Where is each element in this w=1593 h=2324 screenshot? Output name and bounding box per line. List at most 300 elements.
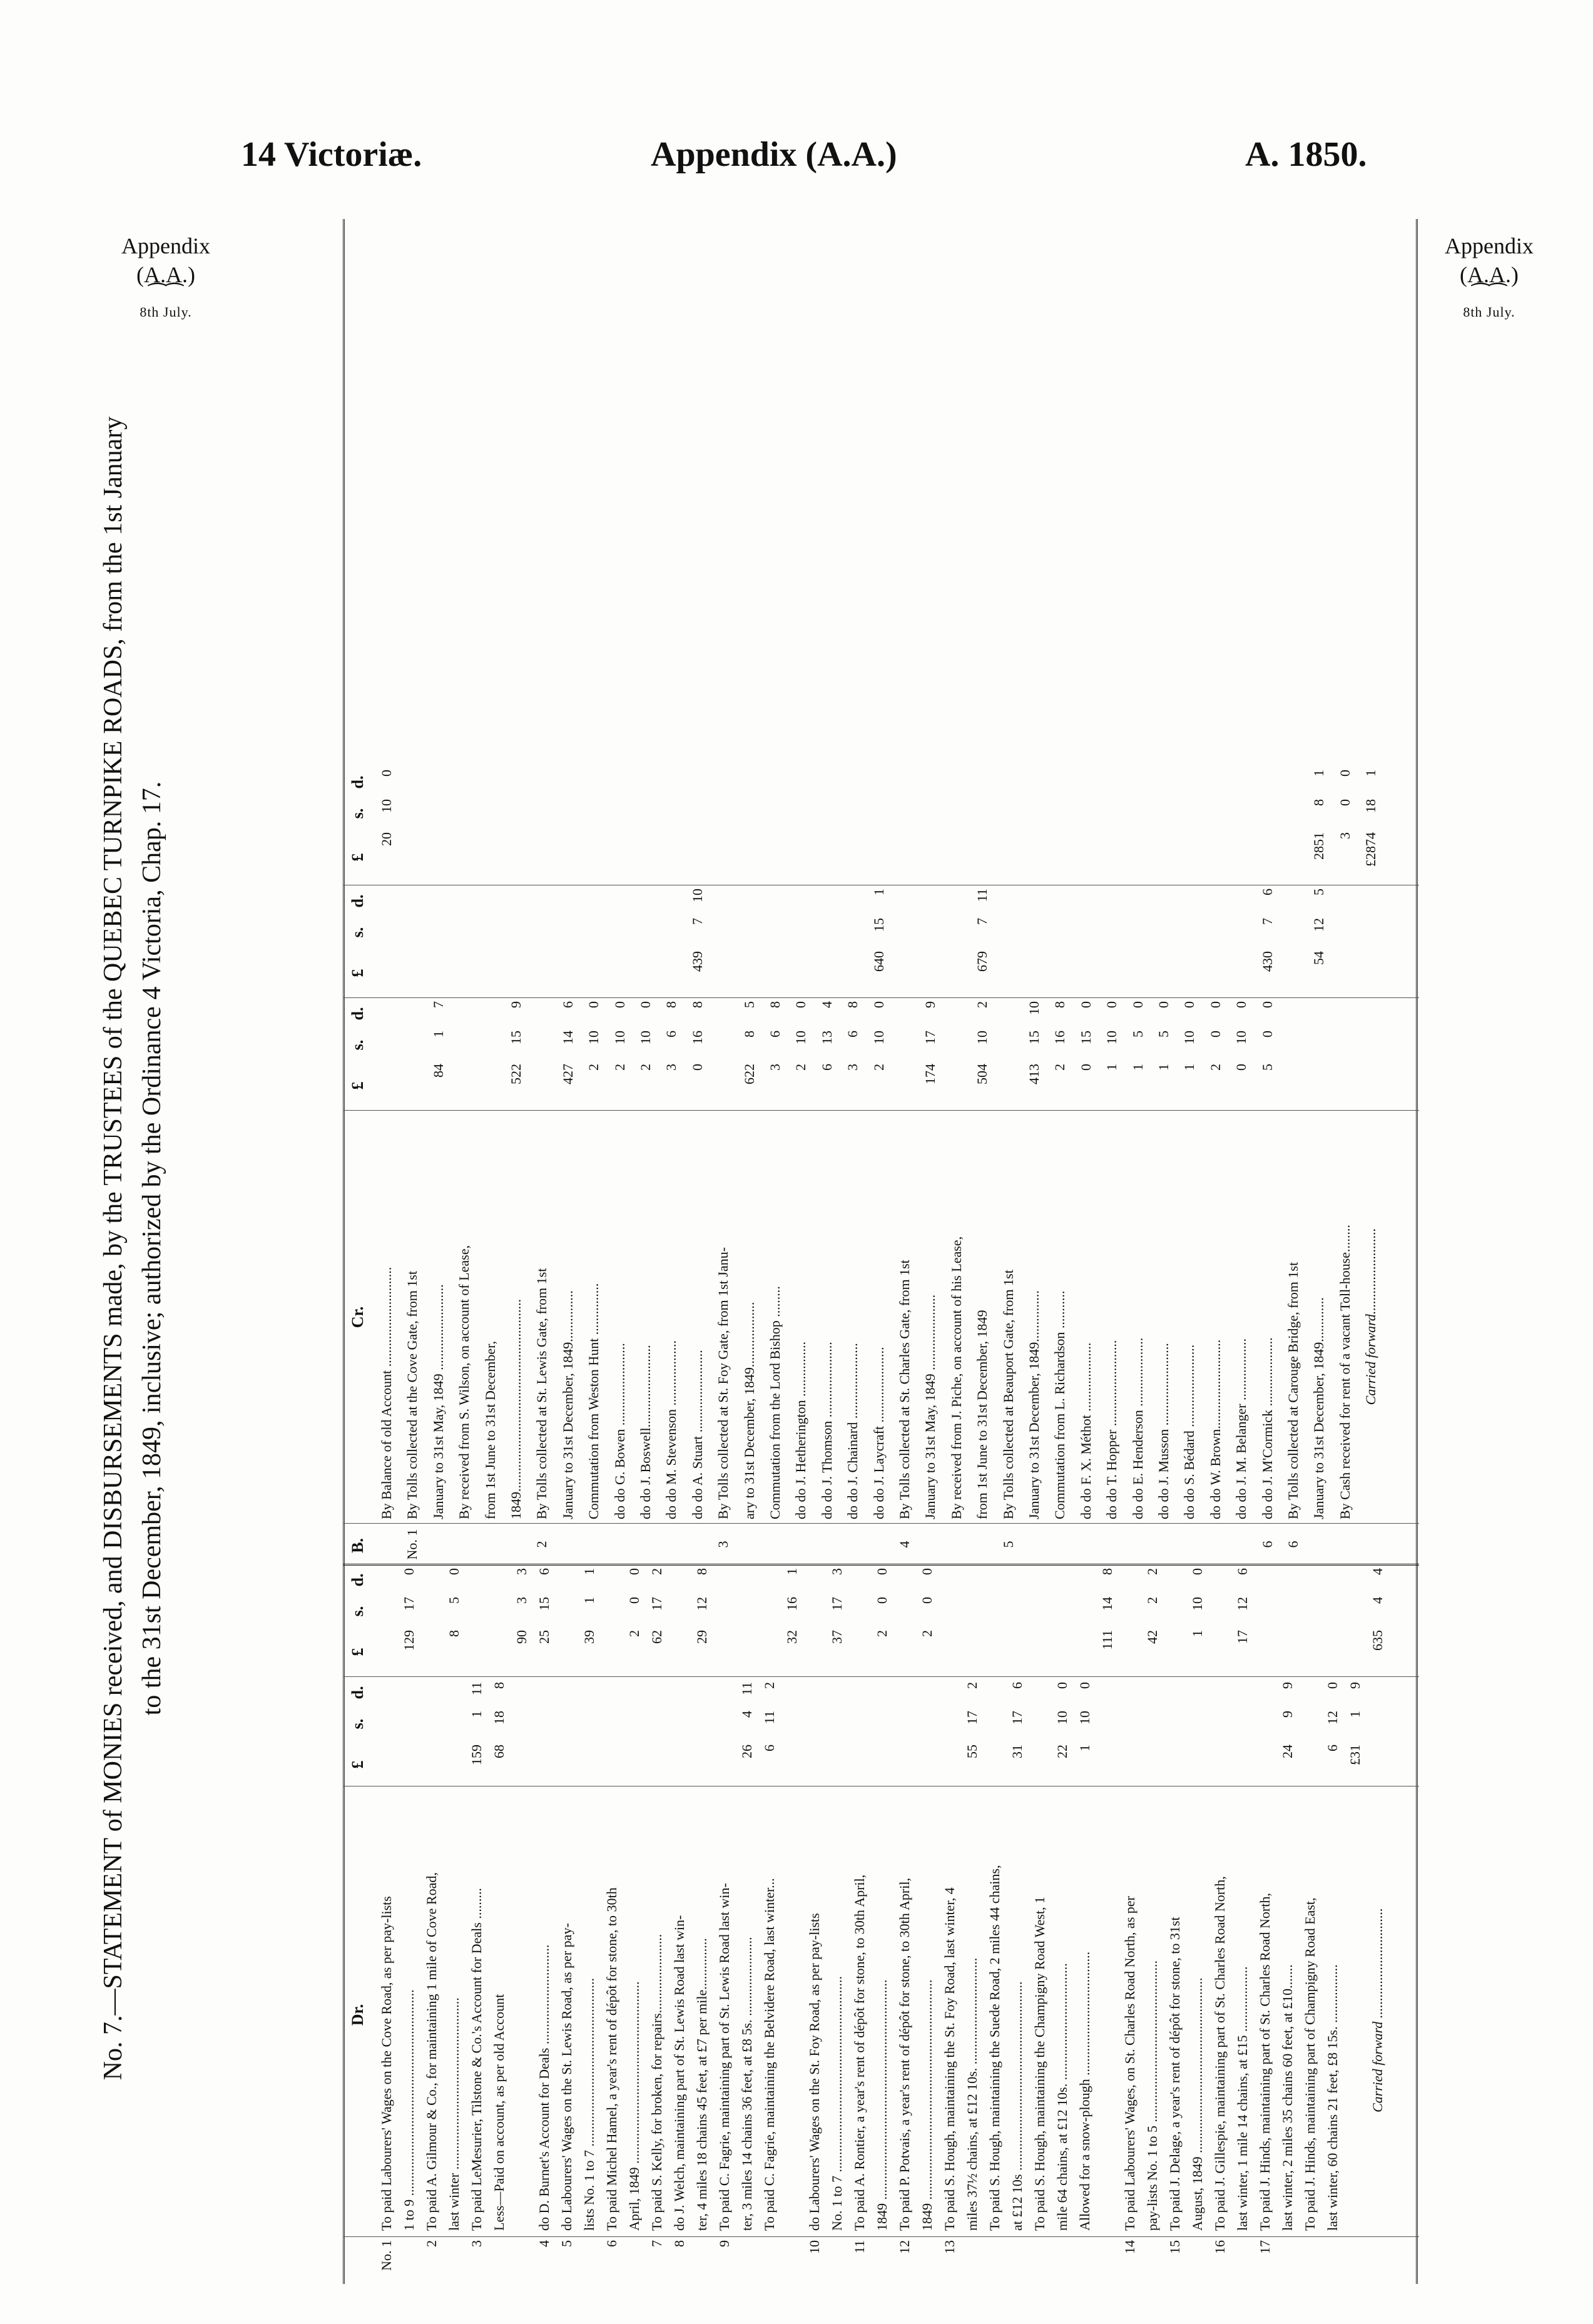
cr-sub-pence: 0 [793, 1001, 809, 1008]
cr-sub-pence: 8 [767, 1001, 783, 1008]
cr-shilling-header-a: s. [349, 1039, 367, 1051]
dr-voucher-number: 10 [807, 2240, 822, 2254]
table-top-rule [343, 219, 345, 2284]
cr-total-pence: 1 [1311, 770, 1327, 777]
dr-voucher-number: 17 [1257, 2240, 1273, 2254]
cr-sub-shillings: 8 [741, 1031, 757, 1037]
cr-row [922, 219, 939, 2284]
cr-description: do do F. X. Méthot .................... [1077, 1342, 1094, 1519]
cr-row [1181, 219, 1198, 2284]
cr-sub-shillings: 16 [689, 1031, 705, 1044]
cr-sub-shillings: 1 [430, 1031, 446, 1037]
cr-sub-pounds: 2 [611, 1064, 628, 1071]
dr-description: last winter, 2 miles 35 chains 60 feet, at £10....... [1280, 1964, 1295, 2231]
cr-sub-pounds: 2 [1207, 1064, 1223, 1071]
dr-total-shillings: 5 [446, 1597, 462, 1604]
cr-row [430, 219, 447, 2284]
dr-voucher-number: 6 [604, 2240, 619, 2247]
cr-pence-header-c: d. [349, 775, 367, 789]
cr-row [1259, 219, 1276, 2284]
dr-total-pounds: 129 [401, 1630, 417, 1651]
cr-description: By Tolls collected at the Cove Gate, from 1st [404, 1270, 420, 1519]
cr-total-pounds: 20 [379, 832, 394, 846]
cr-sub-shillings: 10 [638, 1031, 653, 1044]
cr-sub-pence: 0 [611, 1001, 628, 1008]
dr-voucher-number: 15 [1167, 2240, 1183, 2254]
cr-pound-header-b: £ [349, 969, 367, 977]
dr-shilling-header-a: s. [349, 1718, 367, 1730]
cr-sub-pence: 9 [922, 1001, 939, 1008]
cr-row [1285, 219, 1301, 2284]
dr-sub-shillings: 11 [761, 1711, 777, 1725]
dr-description: Carried forward ................................ [1370, 1908, 1385, 2112]
cr-sub-shillings: 10 [870, 1031, 887, 1044]
cr-sub-pounds: 504 [974, 1064, 990, 1084]
cr-description: ary to 31st December, 1849................... [741, 1302, 757, 1519]
cr-mid-pounds: 54 [1311, 951, 1327, 965]
dr-description: 1849 ................................................................ [919, 1979, 935, 2231]
margin-swash: ⁀⁀ [1472, 284, 1507, 307]
dr-total-shillings: 2 [1144, 1597, 1160, 1604]
cr-description: do do J. Musson ........................ [1156, 1343, 1171, 1519]
cr-row [792, 219, 809, 2284]
dr-description: To paid P. Potvais, a year's rent of dépôt for stone, to 30th April, [897, 1878, 912, 2231]
cr-row [1000, 219, 1017, 2284]
dr-sub-pence: 11 [469, 1682, 484, 1696]
cr-description: January to 31st December, 1849............... [559, 1290, 576, 1519]
cr-mid-shillings: 7 [689, 918, 705, 925]
cr-description: do do J. Laycraft ...................... [870, 1347, 887, 1519]
cr-description: January to 31st May, 1849 ......................... [430, 1284, 446, 1519]
cr-row [896, 219, 913, 2284]
cr-b-number: 2 [534, 1541, 550, 1548]
dr-description: To paid C. Fagrie, maintaining part of St. Lewis Road last win- [716, 1883, 732, 2231]
cr-row [533, 219, 550, 2284]
cr-row [663, 219, 679, 2284]
cr-description: do do J. Boswell........................ [638, 1345, 653, 1519]
cr-sub-pounds: 3 [767, 1064, 783, 1071]
cr-sub-pounds: 3 [663, 1064, 679, 1071]
dr-pound-header-a: £ [349, 1760, 367, 1769]
dr-total-pence: 0 [401, 1568, 417, 1575]
cr-sub-pence: 10 [1026, 1001, 1042, 1015]
dr-sub-pence: 9 [1347, 1682, 1363, 1689]
dr-total-pounds: 8 [446, 1630, 462, 1637]
dr-total-pounds: 37 [829, 1630, 845, 1644]
cr-sub-pence: 0 [1259, 1001, 1275, 1008]
dr-voucher-number: 14 [1122, 2240, 1137, 2254]
dr-voucher-number: No. 1 [379, 2240, 394, 2271]
cr-total-shillings: 18 [1363, 799, 1379, 813]
margin-aa-label: (A.A.) [136, 262, 195, 287]
cr-row [507, 219, 524, 2284]
cr-mid-pounds: 430 [1259, 951, 1275, 972]
dr-sub-pence: 0 [1077, 1682, 1092, 1689]
cr-mid-pence: 11 [974, 889, 990, 902]
cr-shilling-header-b: s. [349, 927, 367, 938]
cr-total-pounds: 3 [1336, 832, 1353, 839]
header-year: A. 1850. [1245, 135, 1367, 174]
dr-voucher-number: 5 [559, 2240, 574, 2247]
cr-mid-pence: 1 [870, 889, 887, 895]
dr-voucher-number: 2 [424, 2240, 439, 2247]
cr-description: Commutation from the Lord Bishop ......... [767, 1286, 783, 1519]
cr-description: By Tolls collected at St. Lewis Gate, from 1st [534, 1268, 550, 1519]
cr-sub-pounds: 1 [1156, 1064, 1171, 1071]
dr-pound-header-b: £ [349, 1648, 367, 1656]
accounts-table [343, 219, 1419, 2284]
cr-total-pence: 0 [1336, 770, 1353, 777]
cr-total-shillings: 10 [379, 799, 394, 813]
cr-sub-shillings: 15 [1077, 1031, 1094, 1044]
dr-description: To paid A. Rontier, a year's rent of dépôt for stone, to 30th April, [852, 1874, 867, 2231]
dr-total-pence: 6 [1234, 1568, 1250, 1575]
cr-description: do do J. Hetherington ................ [793, 1341, 809, 1519]
cr-description: do do J. M'Cormick .................... [1259, 1337, 1275, 1519]
dr-sub-pence: 2 [761, 1682, 777, 1689]
dr-total-pence: 0 [874, 1568, 890, 1575]
dr-description: 1849 ................................................................ [874, 1979, 890, 2231]
cr-mid-shillings: 15 [870, 918, 887, 932]
margin-appendix-label: Appendix [1445, 233, 1534, 258]
cr-description: do do G. Bowen ........................ [611, 1343, 628, 1519]
dr-sub-pence: 6 [1009, 1682, 1025, 1689]
dr-voucher-number: 8 [671, 2240, 687, 2247]
dr-description: To paid S. Hough, maintaining the Suede Road, 2 miles 44 chains, [987, 1865, 1002, 2231]
dr-voucher-number: 12 [897, 2240, 912, 2254]
cr-sub-pence: 0 [1077, 1001, 1094, 1008]
dr-total-pence: 0 [919, 1568, 935, 1575]
dr-total-pence: 8 [1099, 1568, 1115, 1575]
dr-description: To paid S. Hough, maintaining the Champigny Road West, 1 [1032, 1896, 1047, 2231]
dr-sub-pounds: 6 [761, 1745, 777, 1751]
dr-total-pounds: 42 [1144, 1630, 1160, 1644]
cr-description: By Balance of old Account ............................. [379, 1266, 394, 1519]
cr-sub-pounds: 522 [508, 1064, 524, 1084]
dr-sub-pence: 0 [1325, 1682, 1340, 1689]
dr-description: To paid J. Delage, a year's rent of dépôt for stone, to 31st [1167, 1917, 1183, 2231]
dr-total-pence: 3 [829, 1568, 845, 1575]
cr-mid-pence: 6 [1259, 889, 1275, 895]
cr-sub-shillings: 5 [1156, 1031, 1171, 1037]
cr-row [1103, 219, 1120, 2284]
cr-row [482, 219, 499, 2284]
dr-voucher-number: 16 [1212, 2240, 1228, 2254]
dr-total-pence: 2 [1144, 1568, 1160, 1575]
cr-sub-pounds: 2 [586, 1064, 602, 1071]
dr-voucher-number: 7 [649, 2240, 664, 2247]
dr-total-shillings: 12 [694, 1597, 710, 1611]
cr-mid-pence: 10 [689, 889, 705, 902]
cr-sub-pounds: 5 [1259, 1064, 1275, 1071]
cr-row [1310, 219, 1327, 2284]
dr-description: last winter, 1 mile 14 chains, at £15 ................... [1234, 1966, 1250, 2231]
cr-sub-pounds: 0 [689, 1064, 705, 1071]
cr-mid-pounds: 439 [689, 951, 705, 972]
margin-note-right [1414, 233, 1564, 320]
dr-sub-shillings: 9 [1280, 1711, 1295, 1718]
cr-sub-pence: 5 [741, 1001, 757, 1008]
cr-pence-header-b: d. [349, 894, 367, 908]
cr-sub-pounds: 84 [430, 1064, 446, 1078]
dr-description: pay-lists No. 1 to 5 ............................................... [1144, 1960, 1160, 2231]
dr-description: Less—Paid on account, as per old Account [491, 1994, 507, 2231]
cr-row [1051, 219, 1068, 2284]
dr-sub-pounds: 55 [964, 1745, 980, 1758]
cr-sub-shillings: 6 [767, 1031, 783, 1037]
dr-sub-shillings: 17 [1009, 1711, 1025, 1725]
cr-row [637, 219, 654, 2284]
dr-sub-pounds: 6 [1325, 1745, 1340, 1751]
cr-description: January to 31st May, 1849 ...................... [922, 1294, 939, 1519]
dr-total-shillings: 17 [401, 1597, 417, 1611]
dr-sub-pounds: 31 [1009, 1745, 1025, 1758]
cr-row [1233, 219, 1249, 2284]
cr-mid-pence: 5 [1311, 889, 1327, 895]
cr-sub-pounds: 427 [559, 1064, 576, 1084]
dr-total-pence: 2 [649, 1568, 664, 1575]
dr-description: do Labourers' Wages on the St. Lewis Road, as per pay- [559, 1923, 574, 2231]
dr-total-pence: 0 [626, 1568, 642, 1575]
dr-total-pence: 4 [1370, 1568, 1385, 1575]
cr-sub-shillings: 10 [1104, 1031, 1120, 1044]
dr-total-pence: 6 [536, 1568, 552, 1575]
dr-description: do J. Welch, maintaining part of St. Lewis Road last win- [671, 1915, 687, 2231]
dr-voucher-number: 11 [852, 2240, 867, 2254]
cr-description: By Cash received for rent of a vacant Toll-house........ [1336, 1225, 1353, 1519]
dr-description: 1 to 9 ............................................................ [401, 1989, 417, 2231]
cr-row [1336, 219, 1353, 2284]
dr-description: To paid S. Hough, maintaining the St. Foy Road, last winter, 4 [942, 1887, 957, 2231]
dr-description: ter, 3 miles 14 chains 36 feet, at £8 5s. ....................... [739, 1937, 755, 2231]
cr-sub-shillings: 6 [663, 1031, 679, 1037]
margin-date: 8th July. [1463, 304, 1515, 320]
dr-sub-pence: 9 [1280, 1682, 1295, 1689]
dr-total-pounds: 1 [1189, 1630, 1205, 1637]
cr-b-number: 6 [1259, 1541, 1275, 1548]
dr-description: last winter, 60 chains 21 feet, £8 15s. ................. [1325, 1964, 1340, 2231]
dr-description: do D. Burnet's Account for Deals ............................. [536, 1944, 552, 2231]
dr-description: last winter .................................................. [446, 1997, 462, 2231]
cr-description: do do E. Henderson .................... [1129, 1337, 1146, 1519]
cr-row [1077, 219, 1094, 2284]
cr-b-number: 5 [1000, 1541, 1016, 1548]
cr-description: January to 31st December, 1849............... [1026, 1290, 1042, 1519]
cr-row [1026, 219, 1042, 2284]
dr-description: To paid LeMesurier, Tilstone & Co.'s Account for Deals ......... [469, 1888, 484, 2231]
margin-aa-label: (A.A.) [1460, 262, 1519, 287]
title-line-2: to the 31st December, 1849, inclusive; authorized by the Ordinance 4 Victoria, Chap. 17. [138, 781, 166, 1716]
dr-total-shillings: 1 [581, 1597, 597, 1604]
cr-row [1207, 219, 1224, 2284]
b-header: B. [349, 1538, 367, 1553]
dr-total-shillings: 17 [649, 1597, 664, 1611]
cr-description: By received from S. Wilson, on account of Lease, [456, 1245, 472, 1519]
dr-sub-pence: 2 [964, 1682, 980, 1689]
cr-sub-pence: 0 [1233, 1001, 1249, 1008]
cr-sub-pence: 7 [430, 1001, 446, 1008]
cr-row [559, 219, 576, 2284]
dr-sub-pence: 8 [491, 1682, 507, 1689]
dr-total-pounds: 2 [919, 1630, 935, 1637]
dr-sub-shillings: 18 [491, 1711, 507, 1725]
margin-swash: ⁀⁀ [148, 284, 183, 307]
dr-description: miles 37½ chains, at £12 10s. ............................... [964, 1957, 980, 2231]
cr-description: do do J. M. Belanger .................. [1233, 1338, 1249, 1519]
dr-sub-shillings: 10 [1054, 1711, 1070, 1725]
dr-description: Allowed for a snow-plough .................................... [1077, 1951, 1092, 2231]
cr-b-number: 6 [1285, 1541, 1301, 1548]
cr-mid-pounds: 679 [974, 951, 990, 972]
cr-sub-pence: 2 [974, 1001, 990, 1008]
cr-description: Commutation from L. Richardson ........... [1052, 1290, 1068, 1519]
dr-sub-pounds: 68 [491, 1745, 507, 1758]
cr-sub-pounds: 6 [818, 1064, 835, 1071]
cr-sub-pounds: 2 [1052, 1064, 1068, 1071]
dr-sub-pounds: 22 [1054, 1745, 1070, 1758]
cr-pound-header-a: £ [349, 1081, 367, 1090]
cr-sub-pence: 0 [1129, 1001, 1146, 1008]
dr-description: lists No. 1 to 7 ................................................. [581, 1978, 597, 2231]
cr-sub-pounds: 622 [741, 1064, 757, 1084]
cr-sub-pence: 0 [870, 1001, 887, 1008]
cr-total-pence: 1 [1363, 770, 1379, 777]
cr-sub-pence: 0 [638, 1001, 653, 1008]
dr-total-pence: 8 [694, 1568, 710, 1575]
cr-description: By Tolls collected at St. Foy Gate, from 1st Janu- [715, 1247, 731, 1519]
cr-sub-shillings: 10 [793, 1031, 809, 1044]
margin-date: 8th July. [140, 304, 192, 320]
cr-sub-pounds: 2 [793, 1064, 809, 1071]
cr-pence-header-a: d. [349, 1007, 367, 1021]
dr-sub-pounds: £31 [1347, 1745, 1363, 1765]
cr-sub-shillings: 0 [1259, 1031, 1275, 1037]
cr-row [456, 219, 472, 2284]
cr-b-number: 4 [897, 1541, 912, 1548]
dr-total-pounds: 2 [626, 1630, 642, 1637]
table-bottom-rule [1416, 219, 1418, 2284]
cr-sub-pounds: 3 [845, 1064, 861, 1071]
cr-row [689, 219, 706, 2284]
cr-sub-pence: 8 [845, 1001, 861, 1008]
cr-description: do do W. Brown.......................... [1207, 1339, 1223, 1519]
dr-voucher-number: 4 [536, 2240, 552, 2247]
cr-description: do do S. Bédard ........................ [1181, 1344, 1198, 1519]
cr-sub-shillings: 10 [1181, 1031, 1198, 1044]
dr-description: To paid A. Gilmour & Co., for maintaining 1 mile of Cove Road, [424, 1872, 439, 2231]
cr-description: do do M. Stevenson ................... [663, 1340, 679, 1519]
dr-sub-pounds: 1 [1077, 1745, 1092, 1751]
cr-description: Commutation from Weston Hunt ............... [586, 1283, 602, 1519]
cr-sub-pence: 6 [559, 1001, 576, 1008]
cr-row [974, 219, 990, 2284]
dr-description: No. 1 to 7 ......................................................... [829, 1976, 845, 2231]
dr-total-shillings: 12 [1234, 1597, 1250, 1611]
cr-sub-shillings: 10 [586, 1031, 602, 1044]
dr-description: To paid Labourers' Wages, on St. Charles Road North, as per [1122, 1896, 1137, 2231]
title-line-1: No. 7.—STATEMENT of MONIES received, and DISBURSEMENTS made, by the TRUSTEES of the QUEBEC TURNPIKE ROADS, from the 1st January [99, 416, 128, 2081]
cr-sub-shillings: 17 [922, 1031, 939, 1044]
dr-description: To paid C. Fagrie, maintaining the Belvidere Road, last winter... [761, 1878, 777, 2231]
cr-mid-shillings: 12 [1311, 918, 1327, 932]
cr-sub-shillings: 6 [845, 1031, 861, 1037]
cr-sub-shillings: 15 [508, 1031, 524, 1044]
dr-total-shillings: 10 [1189, 1597, 1205, 1611]
cr-sub-shillings: 10 [611, 1031, 628, 1044]
dr-description: do Labourers' Wages on the St. Foy Road, as per pay-lists [807, 1913, 822, 2231]
dr-total-pounds: 635 [1370, 1630, 1385, 1651]
dr-pence-header-b: d. [349, 1573, 367, 1587]
dr-sub-shillings: 4 [739, 1711, 755, 1718]
dr-total-pounds: 39 [581, 1630, 597, 1644]
cr-sub-pounds: 0 [1233, 1064, 1249, 1071]
cr-sub-pence: 8 [689, 1001, 705, 1008]
cr-sub-pence: 8 [663, 1001, 679, 1008]
cr-sub-shillings: 10 [974, 1031, 990, 1044]
dr-sub-shillings: 1 [1347, 1711, 1363, 1718]
cr-total-pence: 0 [379, 770, 394, 777]
dr-total-pounds: 62 [649, 1630, 664, 1644]
cr-description: do do J. Chainard ...................... [845, 1343, 861, 1519]
cr-row [715, 219, 731, 2284]
dr-shilling-header-b: s. [349, 1606, 367, 1617]
dr-description: To paid J. Gillespie, maintaining part of St. Charles Road North, [1212, 1876, 1228, 2231]
cr-description: do do A. Stuart ........................ [689, 1350, 705, 1519]
dr-description: ter, 4 miles 18 chains 45 feet, at £7 per mile............... [694, 1938, 710, 2231]
cr-row [766, 219, 783, 2284]
cr-sub-shillings: 15 [1026, 1031, 1042, 1044]
dr-sub-pence: 11 [739, 1682, 755, 1696]
dr-description: August, 1849 ................................................... [1189, 1977, 1205, 2231]
dr-total-shillings: 0 [919, 1597, 935, 1604]
cr-sub-shillings: 5 [1129, 1031, 1146, 1037]
cr-sub-pence: 9 [508, 1001, 524, 1008]
dr-header: Dr. [349, 2004, 367, 2026]
dr-sub-pounds: 159 [469, 1745, 484, 1765]
dr-total-pounds: 17 [1234, 1630, 1250, 1644]
dr-total-shillings: 3 [514, 1597, 529, 1604]
cr-total-pounds: 2851 [1311, 832, 1327, 860]
cr-row [1129, 219, 1146, 2284]
cr-sub-pounds: 174 [922, 1064, 939, 1084]
dr-total-pence: 0 [446, 1568, 462, 1575]
cr-header: Cr. [349, 1306, 367, 1328]
dr-sub-pounds: 24 [1280, 1745, 1295, 1758]
cr-pound-header-c: £ [349, 853, 367, 862]
cr-description: By Tolls collected at St. Charles Gate, from 1st [897, 1260, 912, 1519]
cr-sub-pounds: 1 [1181, 1064, 1198, 1071]
cr-description: By received from J. Piche, on account of his Lease, [948, 1236, 964, 1519]
cr-sub-shillings: 0 [1207, 1031, 1223, 1037]
cr-b-number: 3 [715, 1541, 731, 1548]
dr-total-shillings: 0 [874, 1597, 890, 1604]
cr-total-shillings: 8 [1311, 799, 1327, 806]
cr-sub-pounds: 413 [1026, 1064, 1042, 1084]
cr-row [1155, 219, 1172, 2284]
dr-total-pence: 0 [1189, 1568, 1205, 1575]
dr-total-pounds: 90 [514, 1630, 529, 1644]
dr-sub-shillings: 1 [469, 1711, 484, 1718]
dr-description: mile 64 chains, at £12 10s. .................................. [1054, 1963, 1070, 2231]
cr-row [611, 219, 628, 2284]
cr-sub-shillings: 16 [1052, 1031, 1068, 1044]
cr-description: January to 31st December, 1849............. [1311, 1297, 1327, 1519]
dr-total-pence: 1 [784, 1568, 800, 1575]
cr-sub-pence: 0 [1181, 1001, 1198, 1008]
header-appendix: Appendix (A.A.) [651, 135, 897, 174]
cr-row [870, 219, 887, 2284]
cr-description: from 1st June to 31st December, 1849 [974, 1310, 990, 1519]
